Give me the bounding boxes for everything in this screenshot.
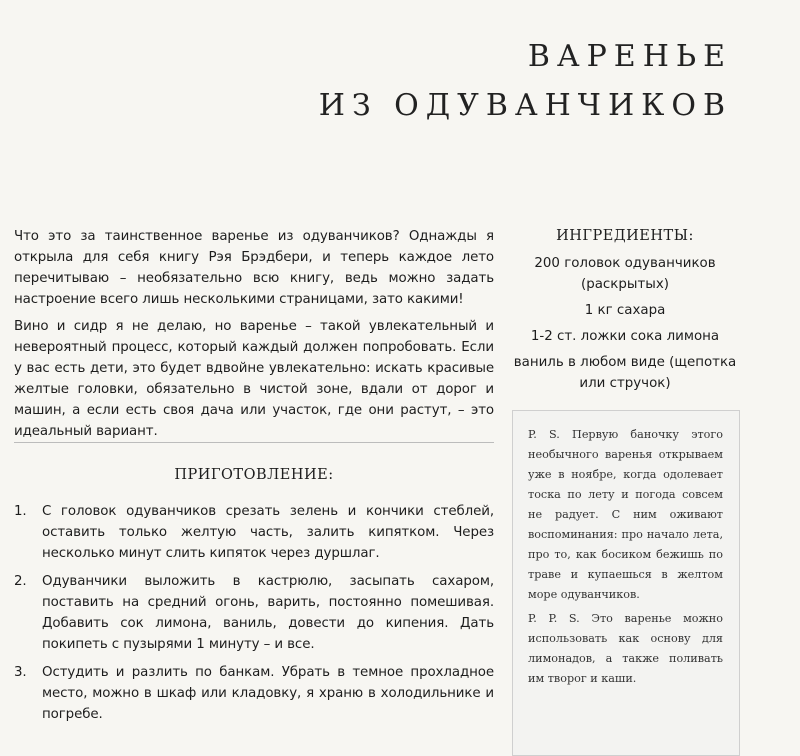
step-number: 2. [14,574,27,589]
ingredients-panel [512,226,738,399]
postscript-box [512,410,740,756]
postscript-paragraph-2: P. P. S. Это варенье можно использовать как основу для лимонадов, а также поливать им творог и каши. [528,612,723,685]
section-divider [14,442,494,443]
ingredient-item: 200 головок одуванчиков (раскрытых) [534,256,716,292]
step-text: Одуванчики выложить в кастрюлю, засыпать сахаром, поставить на средний огонь, варить, постоянно помешивая. Добавить сок лимона, ваниль, довести до кипения. Дать покипеть с пузырями 1 минуту – и все. [42,574,494,652]
preparation-heading: ПРИГОТОВЛЕНИЕ: [174,467,334,483]
postscript-paragraph-1: P. S. Первую баночку этого необычного варенья открываем уже в ноябре, когда одолевает тоска по лету и погода совсем не радует. С ним оживают воспоминания: про начало лета, про то, как босиком бежишь по траве и купаешься в желтом море одуванчиков. [528,428,723,601]
step-item [14,662,494,725]
recipe-title [319,32,732,130]
ingredient-item: ваниль в любом виде (щепотка или стручок) [513,355,737,391]
step-item [14,571,494,655]
preparation-steps [14,501,494,732]
step-number: 3. [14,665,27,680]
title-line-1: ВАРЕНЬЕ [527,39,732,74]
ingredients-heading: ИНГРЕДИЕНТЫ: [556,228,694,244]
intro-text [14,226,494,448]
step-text: Остудить и разлить по банкам. Убрать в темное прохладное место, можно в шкаф или кладовку, я храню в холодильнике и погребе. [42,665,494,722]
step-item [14,501,494,564]
title-line-2: ИЗ ОДУВАНЧИКОВ [318,88,732,123]
intro-paragraph-2: Вино и сидр я не делаю, но варенье – такой увлекательный и невероятный процесс, который каждый должен попробовать. Если у вас есть дети, это будет вдвойне увлекательно: искать красивые желтые головки, обязательно в чистой зоне, вдали от дорог и машин, а если есть своя дача или участок, где они растут, – это идеальный вариант. [14,319,494,439]
ingredient-item: 1 кг сахара [584,303,666,318]
step-text: С головок одуванчиков срезать зелень и кончики стеблей, оставить только желтую часть, залить кипятком. Через несколько минут слить кипяток через дуршлаг. [42,504,494,561]
step-number: 1. [14,504,27,519]
ingredient-item: 1-2 ст. ложки сока лимона [530,329,720,344]
intro-paragraph-1: Что это за таинственное варенье из одуванчиков? Однажды я открыла для себя книгу Рэя Брэдбери, и теперь каждое лето перечитываю – необязательно всю книгу, ведь можно задать настроение всего лишь несколькими страницами, зато какими! [14,229,494,307]
